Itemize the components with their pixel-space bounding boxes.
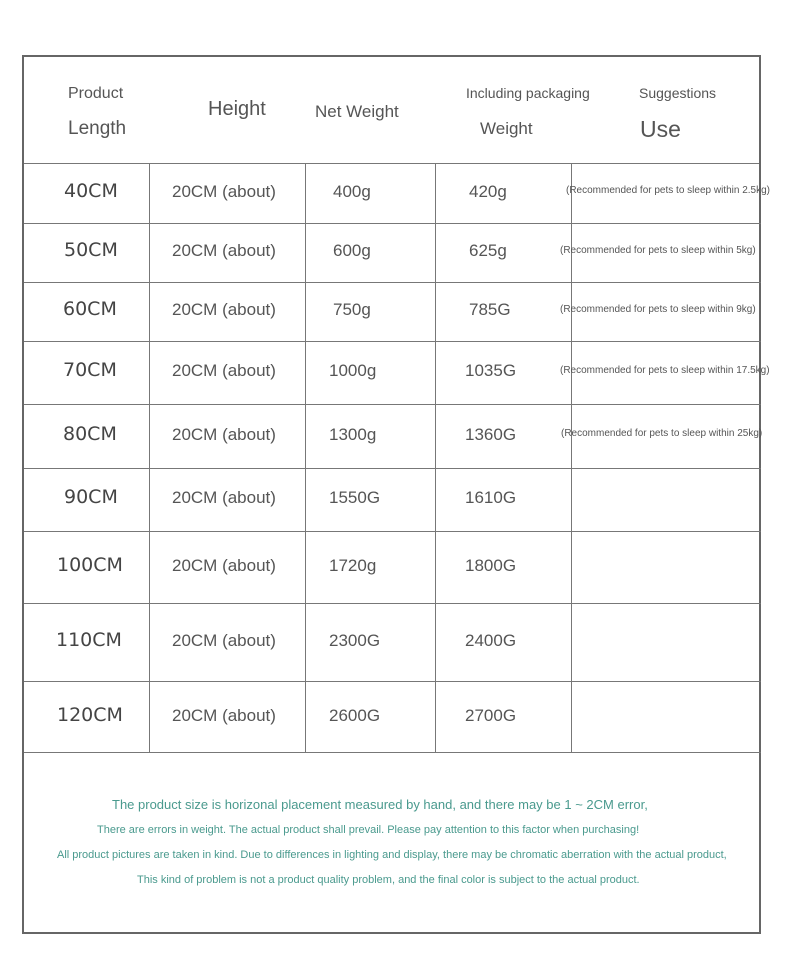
gross-weight-cell: 625g (469, 241, 507, 260)
note-line-3: All product pictures are taken in kind. Due to differences in lighting and display, there may be chromatic aberration with the actual product, (57, 849, 727, 861)
product-length-cell: 80CM (63, 422, 117, 445)
header-height: Height (208, 98, 266, 120)
suggestion-cell: (Recommended for pets to sleep within 9kg) (560, 303, 756, 315)
gross-weight-cell: 1800G (465, 555, 517, 575)
row-divider (24, 341, 761, 342)
table-header (24, 57, 759, 164)
column-divider (435, 163, 436, 753)
net-weight-cell: 1720g (329, 555, 377, 575)
suggestion-cell: (Recommended for pets to sleep within 17.5kg) (560, 364, 770, 376)
gross-weight-cell: 785G (469, 300, 511, 319)
net-weight-cell: 2600G (329, 705, 381, 725)
header-including-packaging: Including packaging (466, 85, 590, 101)
size-table (24, 163, 770, 753)
header-net-weight: Net Weight (315, 102, 399, 121)
gross-weight-cell: 1610G (465, 488, 517, 507)
height-cell: 20CM (about) (172, 424, 276, 444)
suggestion-cell: (Recommended for pets to sleep within 2.5kg) (566, 185, 770, 196)
column-divider (305, 163, 306, 753)
header-length: Length (68, 118, 127, 139)
column-divider (149, 163, 150, 753)
gross-weight-cell: 2400G (465, 630, 517, 650)
header-weight: Weight (480, 119, 533, 138)
note-line-4: This kind of problem is not a product quality problem, and the final color is subject to the actual product. (137, 874, 640, 886)
product-length-cell: 60CM (63, 298, 117, 320)
row-divider (24, 531, 761, 532)
suggestion-cell: (Recommended for pets to sleep within 5kg) (560, 244, 756, 256)
product-length-cell: 50CM (64, 239, 118, 261)
note-line-1: The product size is horizonal placement measured by hand, and there may be 1 ~ 2CM error, (112, 797, 648, 812)
gross-weight-cell: 1035G (465, 361, 517, 380)
row-divider (24, 223, 761, 224)
net-weight-cell: 1550G (329, 488, 381, 507)
notes-section (24, 754, 761, 934)
height-cell: 20CM (about) (172, 705, 276, 725)
net-weight-cell: 2300G (329, 630, 381, 650)
net-weight-cell: 750g (333, 300, 371, 319)
suggestion-cell: (Recommended for pets to sleep within 25kg) (561, 428, 763, 439)
product-length-cell: 100CM (57, 553, 123, 576)
row-divider (24, 282, 761, 283)
table-bottom-line (24, 752, 761, 753)
size-chart-frame (22, 55, 770, 934)
gross-weight-cell: 420g (469, 181, 507, 201)
height-cell: 20CM (about) (172, 241, 276, 260)
net-weight-cell: 1000g (329, 361, 377, 380)
gross-weight-cell: 1360G (465, 424, 517, 444)
height-cell: 20CM (about) (172, 300, 276, 319)
height-cell: 20CM (about) (172, 555, 276, 575)
gross-weight-cell: 2700G (465, 705, 517, 725)
row-divider (24, 404, 761, 405)
height-cell: 20CM (about) (172, 488, 276, 507)
product-length-cell: 70CM (63, 359, 117, 381)
product-length-cell: 110CM (56, 628, 122, 651)
height-cell: 20CM (about) (172, 361, 276, 380)
net-weight-cell: 400g (333, 181, 371, 201)
height-cell: 20CM (about) (172, 181, 276, 201)
header-suggestions: Suggestions (639, 85, 717, 101)
product-length-cell: 120CM (57, 703, 123, 726)
net-weight-cell: 1300g (329, 424, 377, 444)
product-length-cell: 90CM (64, 486, 118, 508)
net-weight-cell: 600g (333, 241, 371, 260)
note-line-2: There are errors in weight. The actual product shall prevail. Please pay attention to this factor when purchasing! (97, 824, 640, 836)
row-divider (24, 681, 761, 682)
header-use: Use (640, 116, 681, 142)
row-divider (24, 603, 761, 604)
product-length-cell: 40CM (64, 179, 118, 202)
header-product: Product (68, 85, 124, 102)
row-divider (24, 468, 761, 469)
height-cell: 20CM (about) (172, 630, 276, 650)
